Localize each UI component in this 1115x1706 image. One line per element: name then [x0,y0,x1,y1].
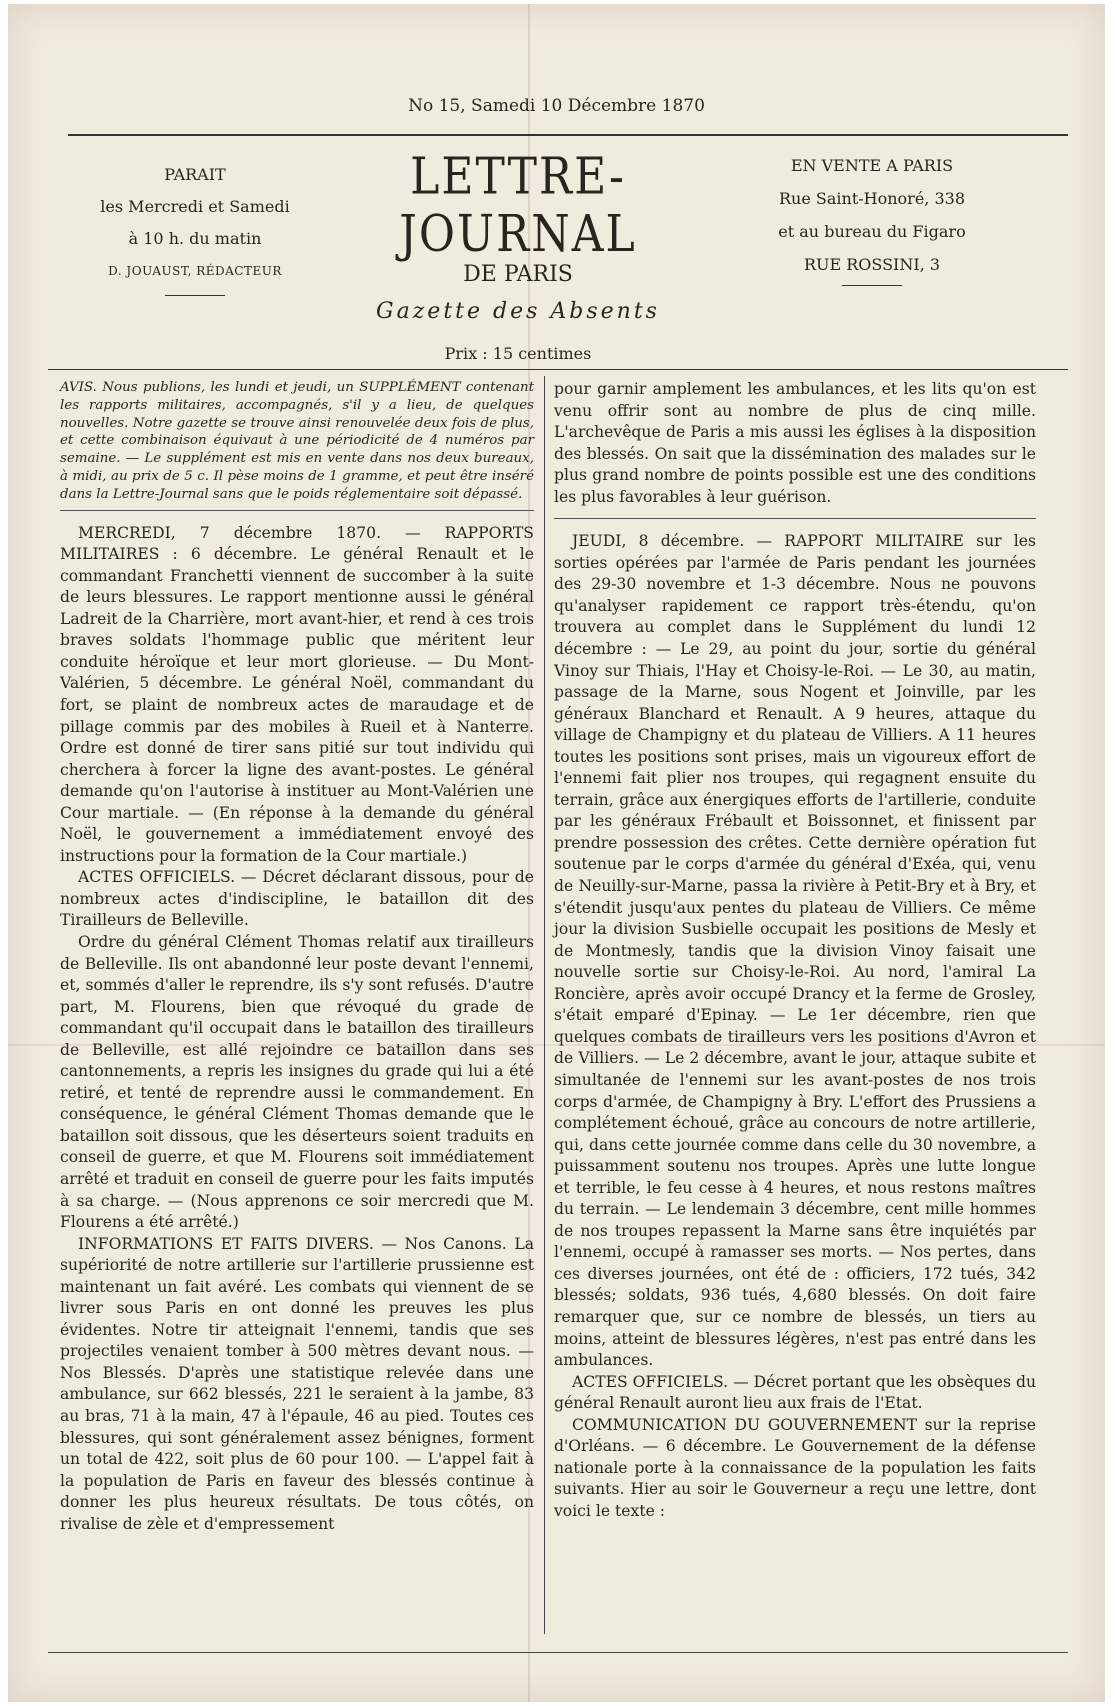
right-dash [842,285,902,286]
article-mercredi: MERCREDI, 7 décembre 1870. — RAPPORTS MILITAIRES : 6 décembre. Le général Renault et le commandant Franchetti viennent de succomber à la suite de leurs blessures. Le rapport mentionne aussi le général Ladreit de la Charrière, mort avant-hier, et rend à ces trois braves soldats l'hommage public que méritent leur conduite héroïque et leur mort glorieuse. — Du Mont-Valérien, 5 décembre. Le général Noël, commandant du fort, se plaint de nombreux actes de maraudage et de pillage commis par des mobiles à Rueil et à Nanterre. Ordre est donné de tirer sans pitié sur tout individu qui cherchera à forcer la ligne des avant-postes. Le général demande qu'on l'autorise à instituer au Mont-Valérien une Cour martiale. — (En réponse à la demande du général Noël, le gouvernement a immédiatement envoyé des instructions pour la formation de la Cour martiale.) [60,523,534,865]
price: Prix : 15 centimes [444,344,592,363]
sale-line-1: EN VENTE A PARIS [790,156,954,175]
sale-points [756,149,988,286]
left-column [60,379,534,1535]
sale-line-3: et au bureau du Figaro [778,222,966,241]
newspaper-title: LETTRE-JOURNAL [399,147,637,264]
article-jeudi: JEUDI, 8 décembre. — RAPPORT MILITAIRE sur les sorties opérées par l'armée de Paris pendant les journées des 29-30 novembre et 1-3 décembre. Nous ne pouvons qu'analyser rapidement ce rapport très-étendu, qu'on trouvera au complet dans le Supplément du lundi 12 décembre : — Le 29, au point du jour, sortie du général Vinoy sur Thiais, l'Hay et Choisy-le-Roi. — Le 30, au matin, passage de la Marne, sous Nogent et Joinville, par les généraux Blanchard et Renault. A 9 heures, attaque du village de Champigny et du plateau de Villiers. A 11 heures toutes les positions sont prises, mais un vigoureux effort de l'ennemi fait plier nos troupes, qui regagnent ensuite du terrain, grâce aux énergiques efforts de l'artillerie, conduite par les généraux Frébault et Boissonnet, et finissent par prendre possession des crêtes. Cette dernière opération fut soutenue par le corps d'armée du général d'Exéa, qui, venu de Neuilly-sur-Marne, passa la rivière à Petit-Bry et à Bry, et s'étendit jusqu'aux pentes du plateau de Villiers. Ce même jour la division Susbielle occupait les positions de Mesly et de Montmesly, tandis que la division Vinoy faisait une nouvelle sortie sur Choisy-le-Roi. Au nord, l'amiral La Roncière, après avoir occupé Drancy et la ferme de Grosley, s'était emparé d'Epinay. — Le 1er décembre, rien que quelques combats de tirailleurs vers les positions d'Avron et de Villiers. — Le 2 décembre, avant le jour, attaque subite et simultanée de l'ennemi sur les avant-postes de nos trois corps d'armée, de Champigny à Bry. L'effort des Prussiens a complétement échoué, grâce au concours de notre artillerie, qui, dans cette journée comme dans celle du 30 novembre, a puissamment soutenu nos troupes. Après une lutte longue et terrible, le feu cesse à 4 heures, et nous restons maîtres du terrain. — Le lendemain 3 décembre, cent mille hommes de nos troupes repassent la Marne sans être inquiétés par l'ennemi, occupé à ramasser ses morts. — Nos pertes, dans ces diverses journées, ont été de : officiers, 172 tués, 342 blessés; soldats, 936 tués, 4,680 blessés. On doit faire remarquer que, sur ce nombre de blessés, un tiers au moins, atteint de blessures légères, n'est pas entré dans les ambulances. [554,532,1036,1370]
editor-line: D. JOUAUST, RÉDACTEUR [108,264,282,278]
issue-line: No 15, Samedi 10 Décembre 1870 [408,96,705,116]
article-ordre: Ordre du général Clément Thomas relatif aux tirailleurs de Belleville. Ils ont abandonné leur poste devant l'ennemi, et, sommés d'aller le reprendre, ils s'y sont refusés. D'autre part, M. Flourens, bien que révoqué du grade de commandant qu'il occupait dans le bataillon des tirailleurs de Belleville, est allé rejoindre ce bataillon dans ses cantonnements, a repris les insignes du grade qui lui a été retiré, et tenté de reprendre aussi le commandement. En conséquence, le général Clément Thomas demande que le bataillon soit dissous, que les déserteurs soient traduits en conseil de guerre, et que M. Flourens soit immédiatement arrêté et traduit en conseil de guerre pour les faits imputés à sa charge. — (Nous apprenons ce soir mercredi que M. Flourens a été arrêté.) [60,932,534,1232]
schedule-line-3: à 10 h. du matin [128,229,262,248]
schedule-line-1: PARAIT [164,165,226,184]
column-divider [544,376,545,1634]
article-informations: INFORMATIONS ET FAITS DIVERS. — Nos Canons. La supériorité de notre artillerie sur l'artillerie prussienne est maintenant un fait avéré. Les combats qui viennent de se livrer sous Paris en ont donné les preuves les plus évidentes. Notre tir atteignait l'ennemi, tandis que ses projectiles venaient tomber à 500 mètres devant nous. — Nos Blessés. D'après une statistique relevée dans une ambulance, sur 662 blessés, 221 le seraient à la jambe, 83 au bras, 71 à la main, 47 à l'épaule, 46 au pied. Toutes ces blessures, qui sont généralement assez bénignes, forment un total de 422, soit plus de 60 pour 100. — L'appel fait à la population de Paris en faveur des blessés continue à donner les plus heureux résultats. De tous côtés, on rivalise de zèle et d'empressement [60,1234,534,1533]
masthead [308,147,728,363]
top-rule [68,134,1068,136]
section-separator [554,518,1036,519]
avis-notice: AVIS. Nous publions, les lundi et jeudi, un SUPPLÉMENT contenant les rapports militaires, accompagnés, s'il y a lieu, de quelques nouvelles. Notre gazette se trouve ainsi renouvelée deux fois de plus, et cette combinaison équivaut à une périodicité de 4 numéros par semaine. — Le supplément est mis en vente dans nos deux bureaux, à midi, au prix de 5 c. Il pèse moins de 1 gramme, et peut être inséré dans la Lettre-Journal sans que le poids réglementaire soit dépassé. [60,379,534,511]
schedule-line-2: les Mercredi et Samedi [100,197,290,216]
newspaper-subtitle: DE PARIS [463,262,573,287]
article-actes-officiels-2: ACTES OFFICIELS. — Décret portant que les obsèques du général Renault auront lieu aux frais de l'Etat. [554,1372,1036,1413]
publication-schedule [90,159,300,296]
article-continuation: pour garnir amplement les ambulances, et les lits qu'on est venu offrir sont au nombre de plus de cinq mille. L'archevêque de Paris a mis aussi les églises à la disposition des blessés. On sait que la dissémination des malades sur le plus grand nombre de points possible est une des conditions les plus favorables à leur guérison. [554,380,1036,506]
gazette-tagline: Gazette des Absents [376,299,660,324]
bottom-rule [48,1652,1068,1653]
right-column [554,379,1036,1522]
article-actes-officiels: ACTES OFFICIELS. — Décret déclarant dissous, pour de nombreux actes d'indiscipline, le bataillon dit des Tirailleurs de Belleville. [60,868,534,930]
newspaper-page [8,4,1105,1702]
article-communication: COMMUNICATION DU GOUVERNEMENT sur la reprise d'Orléans. — 6 décembre. Le Gouvernement de la défense nationale porte à la connaissance de la population les faits suivants. Hier au soir le Gouverneur a reçu une lettre, dont voici le texte : [554,1415,1036,1520]
sale-line-4: RUE ROSSINI, 3 [803,255,941,274]
left-dash [165,295,225,296]
sale-line-2: Rue Saint-Honoré, 338 [778,189,965,208]
header-bottom-rule [48,369,1068,370]
